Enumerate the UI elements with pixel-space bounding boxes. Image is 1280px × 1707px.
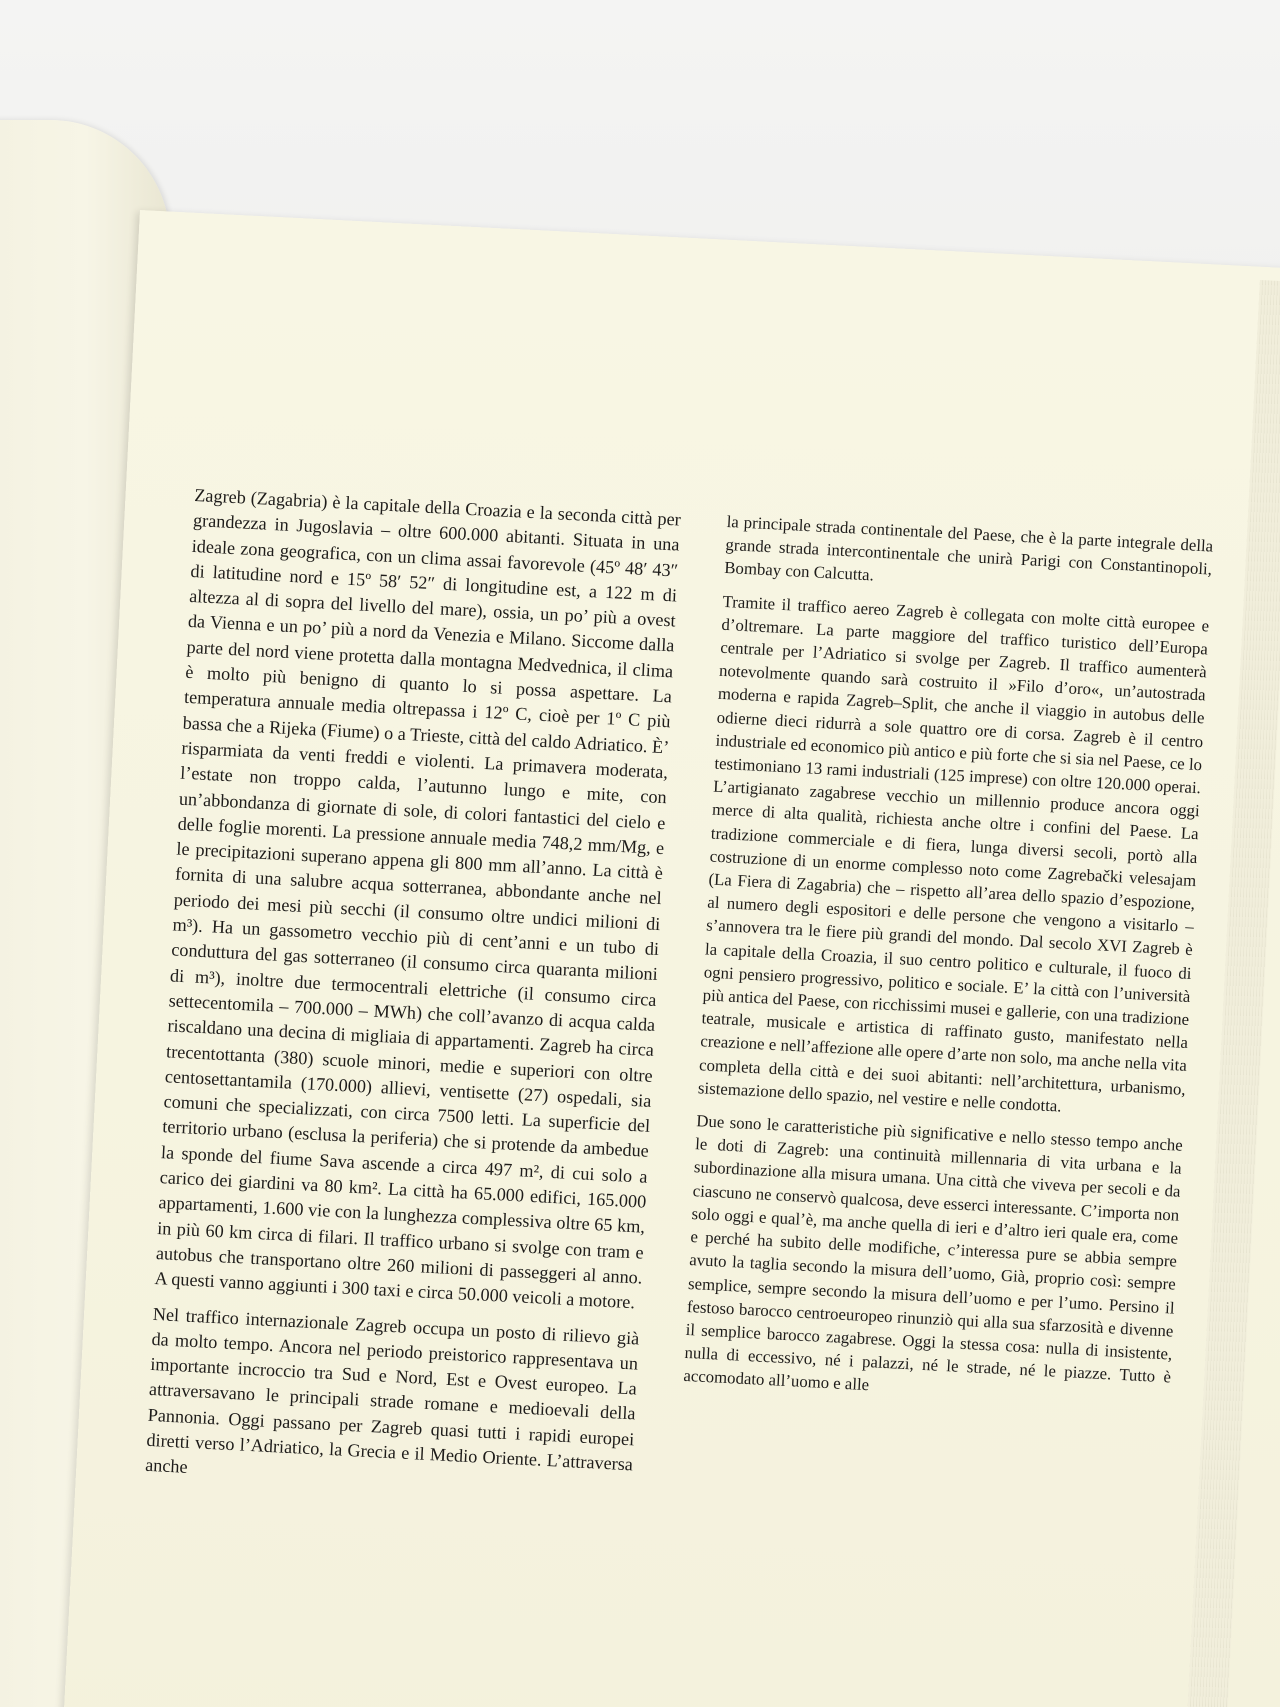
- paragraph: Zagreb (Zagabria) è la capitale della Croazia e la seconda città per grandezza in Jugoslavia – oltre 600.000 abitanti. Situata in una ideale zona geografica, con un clima assai favorevole (45º 48′ 43″ di latitudine nord e 15º 58′ 52″ di longitudine est, a 122 m di altezza al di sopra del livello del mare), ossia, un po’ più a ovest da Vienna e un po’ più a nord da Venezia e Milano. Siccome dalla parte del nord viene protetta dalla montagna Medvednica, il clima è molto più benigno di quanto lo si possa aspettare. La temperatura annuale media oltrepassa i 12º C, cioè per 1º C più bassa che a Rijeka (Fiume) o a Trieste, città del caldo Adriatico. È’ risparmiata da venti freddi e violenti. La primavera moderata, l’estate non troppo calda, l’autunno lungo e mite, con un’abbondanza di giornate di sole, di colori fantastici del cielo e delle foglie morenti. La pressione annuale media 748,2 mm/Mg, e le precipitazioni superano appena gli 800 mm all’anno. La città è fornita di una salubre acqua sotterranea, abbondante anche nel periodo dei mesi più secchi (il consumo oltre undici milioni di m³). Ha un gassometro vecchio più di cent’anni e un tubo di conduttura del gas sotterraneo (il consumo circa quaranta milioni di m³), inoltre due termocentrali elettriche (il consumo circa settecentomila – 700.000 – MWh) che coll’avanzo di acqua calda riscaldano una decina di migliaia di appartamenti. Zagreb ha circa trecentottanta (380) scuole minori, medie e superiori con oltre centosettantamila (170.000) allievi, ventisette (27) ospedali, sia comuni che specializzati, con circa 7500 letti. La superficie del territorio urbano (esclusa la periferia) che si protende da ambedue la sponde del fiume Sava ascende a circa 497 m², di cui solo a carico dei giardini va 80 km². La città ha 65.000 edifici, 165.000 appartamenti, 1.600 vie con la lunghezza complessiva oltre 65 km, in più 60 km circa di filari. Il traffico urbano si svolge con tram e autobus che transportano oltre 260 milioni di passeggeri al anno. A questi vanno aggiunti i 300 taxi e circa 50.000 veicoli a motore.: [154, 484, 682, 1313]
- page-text: [144, 483, 1224, 1540]
- paragraph: Due sono le caratteristiche più significative e nello stesso tempo anche le doti di Zagreb: una continuità millennaria di vita urbana e la subordinazione alla misura umana. Una città che viveva per secoli e da ciascuno ne conservò qualcosa, deve esserci interessante. C’importa non solo oggi e qual’è, ma anche quella di ieri e d’altro ieri quale era, come e perché ha subito delle modifiche, c’interessa pure se abbia sempre avuto la taglia secondo la misura dell’uomo, Già, proprio così: sempre semplice, sempre secondo la misura dell’uomo e per l’umo. Persino il festoso barocco centroeuropeo rinunziò qui alla sua sfarzosità e divenne il semplice barocco zagabrese. Oggi la stessa cosa: nulla di insistente, nulla di eccessivo, né i palazzi, né le strade, né le piazze. Tutto è accomodato all’uomo e alle: [682, 1111, 1184, 1395]
- text-column-right: [676, 510, 1213, 1540]
- paragraph: Tramite il traffico aereo Zagreb è collegata con molte città europee e d’oltremare. La parte maggiore del traffico turistico dell’Europa centrale per l’Adriatico si svolge per Zagreb. Il traffico aumenterà notevolmente quando sarà costruito il »Filo d’oro«, un’autostrada moderna e rapida Zagreb–Split, che anche il viaggio in autobus delle odierne dieci ridurrà a sole quattro ore di corsa. Zagreb è il centro industriale ed economico più antico e più forte che si sia nel Paese, ce lo testimoniano 13 rami industriali (125 imprese) con oltre 120.000 operai. L’artigianato zagabrese vecchio un millennio produce ancora oggi merce di alta qualità, richiesta anche oltre i confini del Paese. La tradizione commerciale e di fiera, lunga diversi secoli, portò alla costruzione di un enorme complesso noto come Zagrebački velesajam (La Fiera di Zagabria) che – rispetto all’area dello spazio d’espozione, al numero degli espositori e delle persone che vengono a visitarlo – s’annovera tra le fiere più grandi del mondo. Dal secolo XVI Zagreb è la capitale della Croazia, il suo centro politico e culturale, il fuoco di ogni pensiero progressivo, politico e sociale. E’ la città con l’università più antica del Paese, con ricchissimi musei e gallerie, con una tradizione teatrale, musicale e artistica di raffinato gusto, manifestato nella creazione e nell’affezione alle opere d’arte non solo, ma anche nella vita completa della città e dei suoi abitanti: nell’architettura, urbanismo, sistemazione dello spazio, nel vestire e nelle condotta.: [697, 591, 1210, 1116]
- text-column-left: [144, 483, 681, 1513]
- paragraph: la principale strada continentale del Paese, che è la parte integrale della grande strada intercontinentale che unirà Parigi con Constantinopoli, Bombay con Calcutta.: [723, 511, 1214, 585]
- paragraph: Nel traffico internazionale Zagreb occupa un posto di rilievo già da molto tempo. Ancora nel periodo preistorico rappresentava un importante incroccio tra Sud e Nord, Est e Ovest europeo. La attraversavano le principali strade romane e medioevali della Pannonia. Oggi passano per Zagreb quasi tutti i rapidi europei diretti verso l’Adriatico, la Grecia e il Medio Oriente. L’attraversa anche: [144, 1303, 640, 1478]
